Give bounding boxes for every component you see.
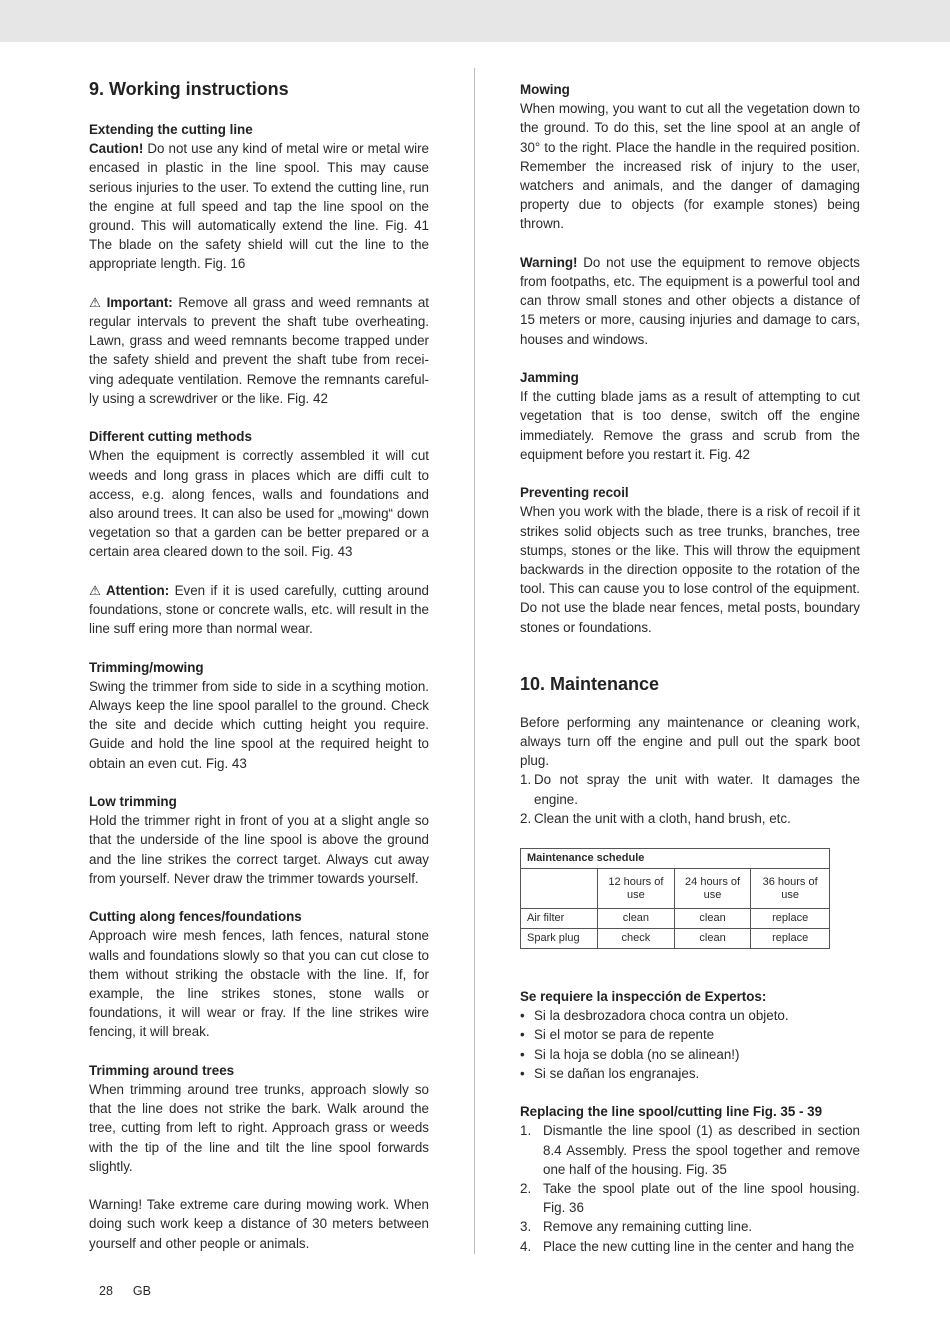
list-item [520,1121,860,1179]
table-header-cell: 36 hours of use [751,869,830,909]
heading-extending: Extending the cutting line [89,122,253,137]
spool-list [520,1121,860,1255]
table-caption-row [521,849,830,869]
maintenance-list [520,770,860,828]
list-number: 4. [520,1238,532,1254]
list-number: 2. [520,810,532,826]
warning-section [520,253,860,349]
list-item [520,1006,860,1025]
list-item [520,1064,860,1083]
final-warning-text: Warning! Take extreme care during mowing work. When doing such work keep a distance of 30 meters between yourself and other people or animals. [89,1197,429,1251]
mowing-section [520,80,860,234]
extending-text [89,139,429,273]
experts-list [520,1006,860,1083]
trees-text: When trimming around tree trunks, approach slowly so that the line does not strike the bark. Walk around the tree, cutting from left to right. Approach grass or weeds with the tip of the line and tilt the line spool forwards slightly. [89,1082,429,1174]
warning-label: Warning! [520,254,578,270]
trees-section [89,1061,429,1176]
heading-trimming: Trimming/mowing [89,659,204,675]
list-text: Si se dañan los engranajes. [534,1065,700,1081]
list-item [520,770,860,808]
experts-section [520,987,860,1083]
table-cell: replace [751,929,830,949]
list-text: Si el motor se para de repente [534,1027,715,1043]
heading-experts: Se requiere la inspección de Expertos: [520,989,767,1005]
table-header-cell: 12 hours of use [598,869,675,909]
heading-low-trimming: Low trimming [89,794,177,810]
bullet-icon: • [520,1008,525,1024]
list-item [520,1237,860,1256]
attention-body: Even if it is used carefully, cutting around foundations, stone or concrete walls, etc. will result in the line suff ering more than normal wear. [89,582,429,637]
methods-section [89,427,429,561]
important-section [89,293,429,408]
attention-text [89,581,429,639]
table-header-row [521,869,830,909]
heading-spool: Replacing the line spool/cutting line Fig. 35 - 39 [520,1104,823,1120]
warning-text [520,253,860,349]
page-footer [99,1284,171,1298]
fences-section [89,907,429,1041]
list-item [520,1025,860,1044]
page-number: 28 [99,1284,113,1298]
list-text: Si la hoja se dobla (no se alinean!) [534,1046,740,1062]
list-text: Take the spool plate out of the line spool housing. Fig. 36 [543,1181,860,1216]
heading-methods: Different cutting methods [89,429,252,445]
list-text: Si la desbrozadora choca contra un objeto. [534,1008,789,1024]
low-trimming-text: Hold the trimmer right in front of you at a slight angle so that the underside of the line spool is above the ground and the line strikes the correct target. Always cut away from yourself. Never draw the trimmer towards yourself. [89,813,429,886]
mowing-text: When mowing, you want to cut all the vegetation down to the ground. To do this, set the line spool at an angle of 30° to the right. Place the handle in the required position. Remember the increased risk of injury to the user, watchers and animals, and the danger of damaging property due to objects (for example stones) being thrown. [520,101,860,232]
table-header-empty [521,869,598,909]
list-number: 2. [520,1181,532,1197]
section-title-working-instructions: 9. Working instructions [89,79,289,99]
bullet-icon: • [520,1046,525,1062]
important-label: Important: [101,294,173,310]
list-item [520,1045,860,1064]
page-language: GB [132,1284,151,1298]
maintenance-intro: Before performing any maintenance or cleaning work, always turn off the engine and pull out the spark boot plug. [520,714,860,769]
list-number: 1. [520,772,532,788]
recoil-section [520,483,860,637]
jamming-text: If the cutting blade jams as a result of attempting to cut vegetation that is too dense, switch off the engine immediately. Remove the grass and scrub from the equipment before you restart it. Fig. 42 [520,389,860,462]
important-body: Remove all grass and weed remnants at regular intervals to prevent the shaft tube overheating. Lawn, grass and weed remnants become trapped under the safety shield and prevent the shaft tube from recei-ving adequate ventilation. Remove the remnants careful-ly using a screwdriver or the like. Fig. 42 [89,294,430,406]
warning-body: Do not use the equipment to remove objects from footpaths, etc. The equipment is a powerful tool and can throw small stones and other objects a distance of 15 meters or more, causing injuries and damage to cars, houses and windows. [520,254,860,347]
warning-icon: ⚠ [89,294,102,310]
heading-jamming: Jamming [520,370,579,386]
table-row [521,929,830,949]
heading-trees: Trimming around trees [89,1062,235,1078]
recoil-text: When you work with the blade, there is a risk of recoil if it strikes solid objects such as tree trunks, branches, tree stumps, stones or the like. This will throw the equipment backwards in the direction opposite to the rotation of the tool. This can cause you to lose control of the equipment. Do not use the blade near fences, metal posts, boundary stones or foundations. [520,504,860,635]
heading-fences: Cutting along fences/foundations [89,909,302,925]
list-item [520,1179,860,1217]
heading-mowing: Mowing [520,82,570,97]
table-caption: Maintenance schedule [521,849,830,869]
jamming-section [520,368,860,464]
list-number: 3. [520,1219,532,1235]
table-row-label: Spark plug [521,929,598,949]
bullet-icon: • [520,1027,525,1043]
right-column [520,80,860,1256]
caution-label: Caution! [89,141,144,157]
caution-text: Do not use any kind of metal wire or metal wire encased in plastic in the line spool. This may cause serious injuries to the user. To extend the cutting line, run the engine at full speed and tap the line spool on the ground. This will automatically extend the line. Fig. 41 The blade on the safety shield will cut the line to the appropriate length. Fig. 16 [89,141,429,272]
table-cell: clean [674,929,750,949]
table-row-label: Air filter [521,909,598,929]
column-divider [474,68,475,1254]
attention-section [89,581,429,639]
list-item [520,1217,860,1236]
list-text: Clean the unit with a cloth, hand brush, etc. [534,810,791,826]
low-trimming-section [89,792,429,888]
top-bar [0,0,950,42]
maintenance-schedule-table [520,848,830,949]
table-header-cell: 24 hours of use [674,869,750,909]
left-column [89,78,429,1253]
heading-recoil: Preventing recoil [520,485,629,501]
table-row [521,909,830,929]
bullet-icon: • [520,1065,525,1081]
spool-section [520,1102,860,1256]
table-cell: replace [751,909,830,929]
list-text: Do not spray the unit with water. It damages the engine. [534,772,860,807]
warning-icon: ⚠ [89,582,102,598]
table-cell: check [598,929,675,949]
list-item [520,809,860,828]
extending-section [89,120,429,274]
important-text [89,293,429,408]
attention-label: Attention: [101,582,170,598]
list-text: Dismantle the line spool (1) as described in section 8.4 Assembly. Press the spool together and remove one half of the housing. Fig. 35 [543,1123,860,1177]
methods-text: When the equipment is correctly assembled it will cut weeds and long grass in places which are diffi cult to access, e.g. along fences, walls and foundations and also around trees. It can also be used for „mowing“ down vegetation so that a garden can be better prepared or a certain area cleared down to the soil. Fig. 43 [89,448,429,560]
table-cell: clean [598,909,675,929]
table-cell: clean [674,909,750,929]
fences-text: Approach wire mesh fences, lath fences, natural stone walls and foundations slowly so that you can cut close to them without striking the obstacle with the line. If, for example, the line strikes stones, stone walls or foundations, it will wear or fray. If the line strikes wire fencing, it will break. [89,928,429,1040]
list-text: Remove any remaining cutting line. [543,1219,753,1235]
trimming-text: Swing the trimmer from side to side in a scything motion. Always keep the line spool parallel to the ground. Check the site and decide which cutting height you require. Guide and hold the line spool at the required height to obtain an even cut. Fig. 43 [89,678,429,771]
list-number: 1. [520,1123,532,1139]
section-title-maintenance: 10. Maintenance [520,673,660,694]
list-text: Place the new cutting line in the center and hang the [543,1238,855,1254]
trimming-section [89,658,429,773]
